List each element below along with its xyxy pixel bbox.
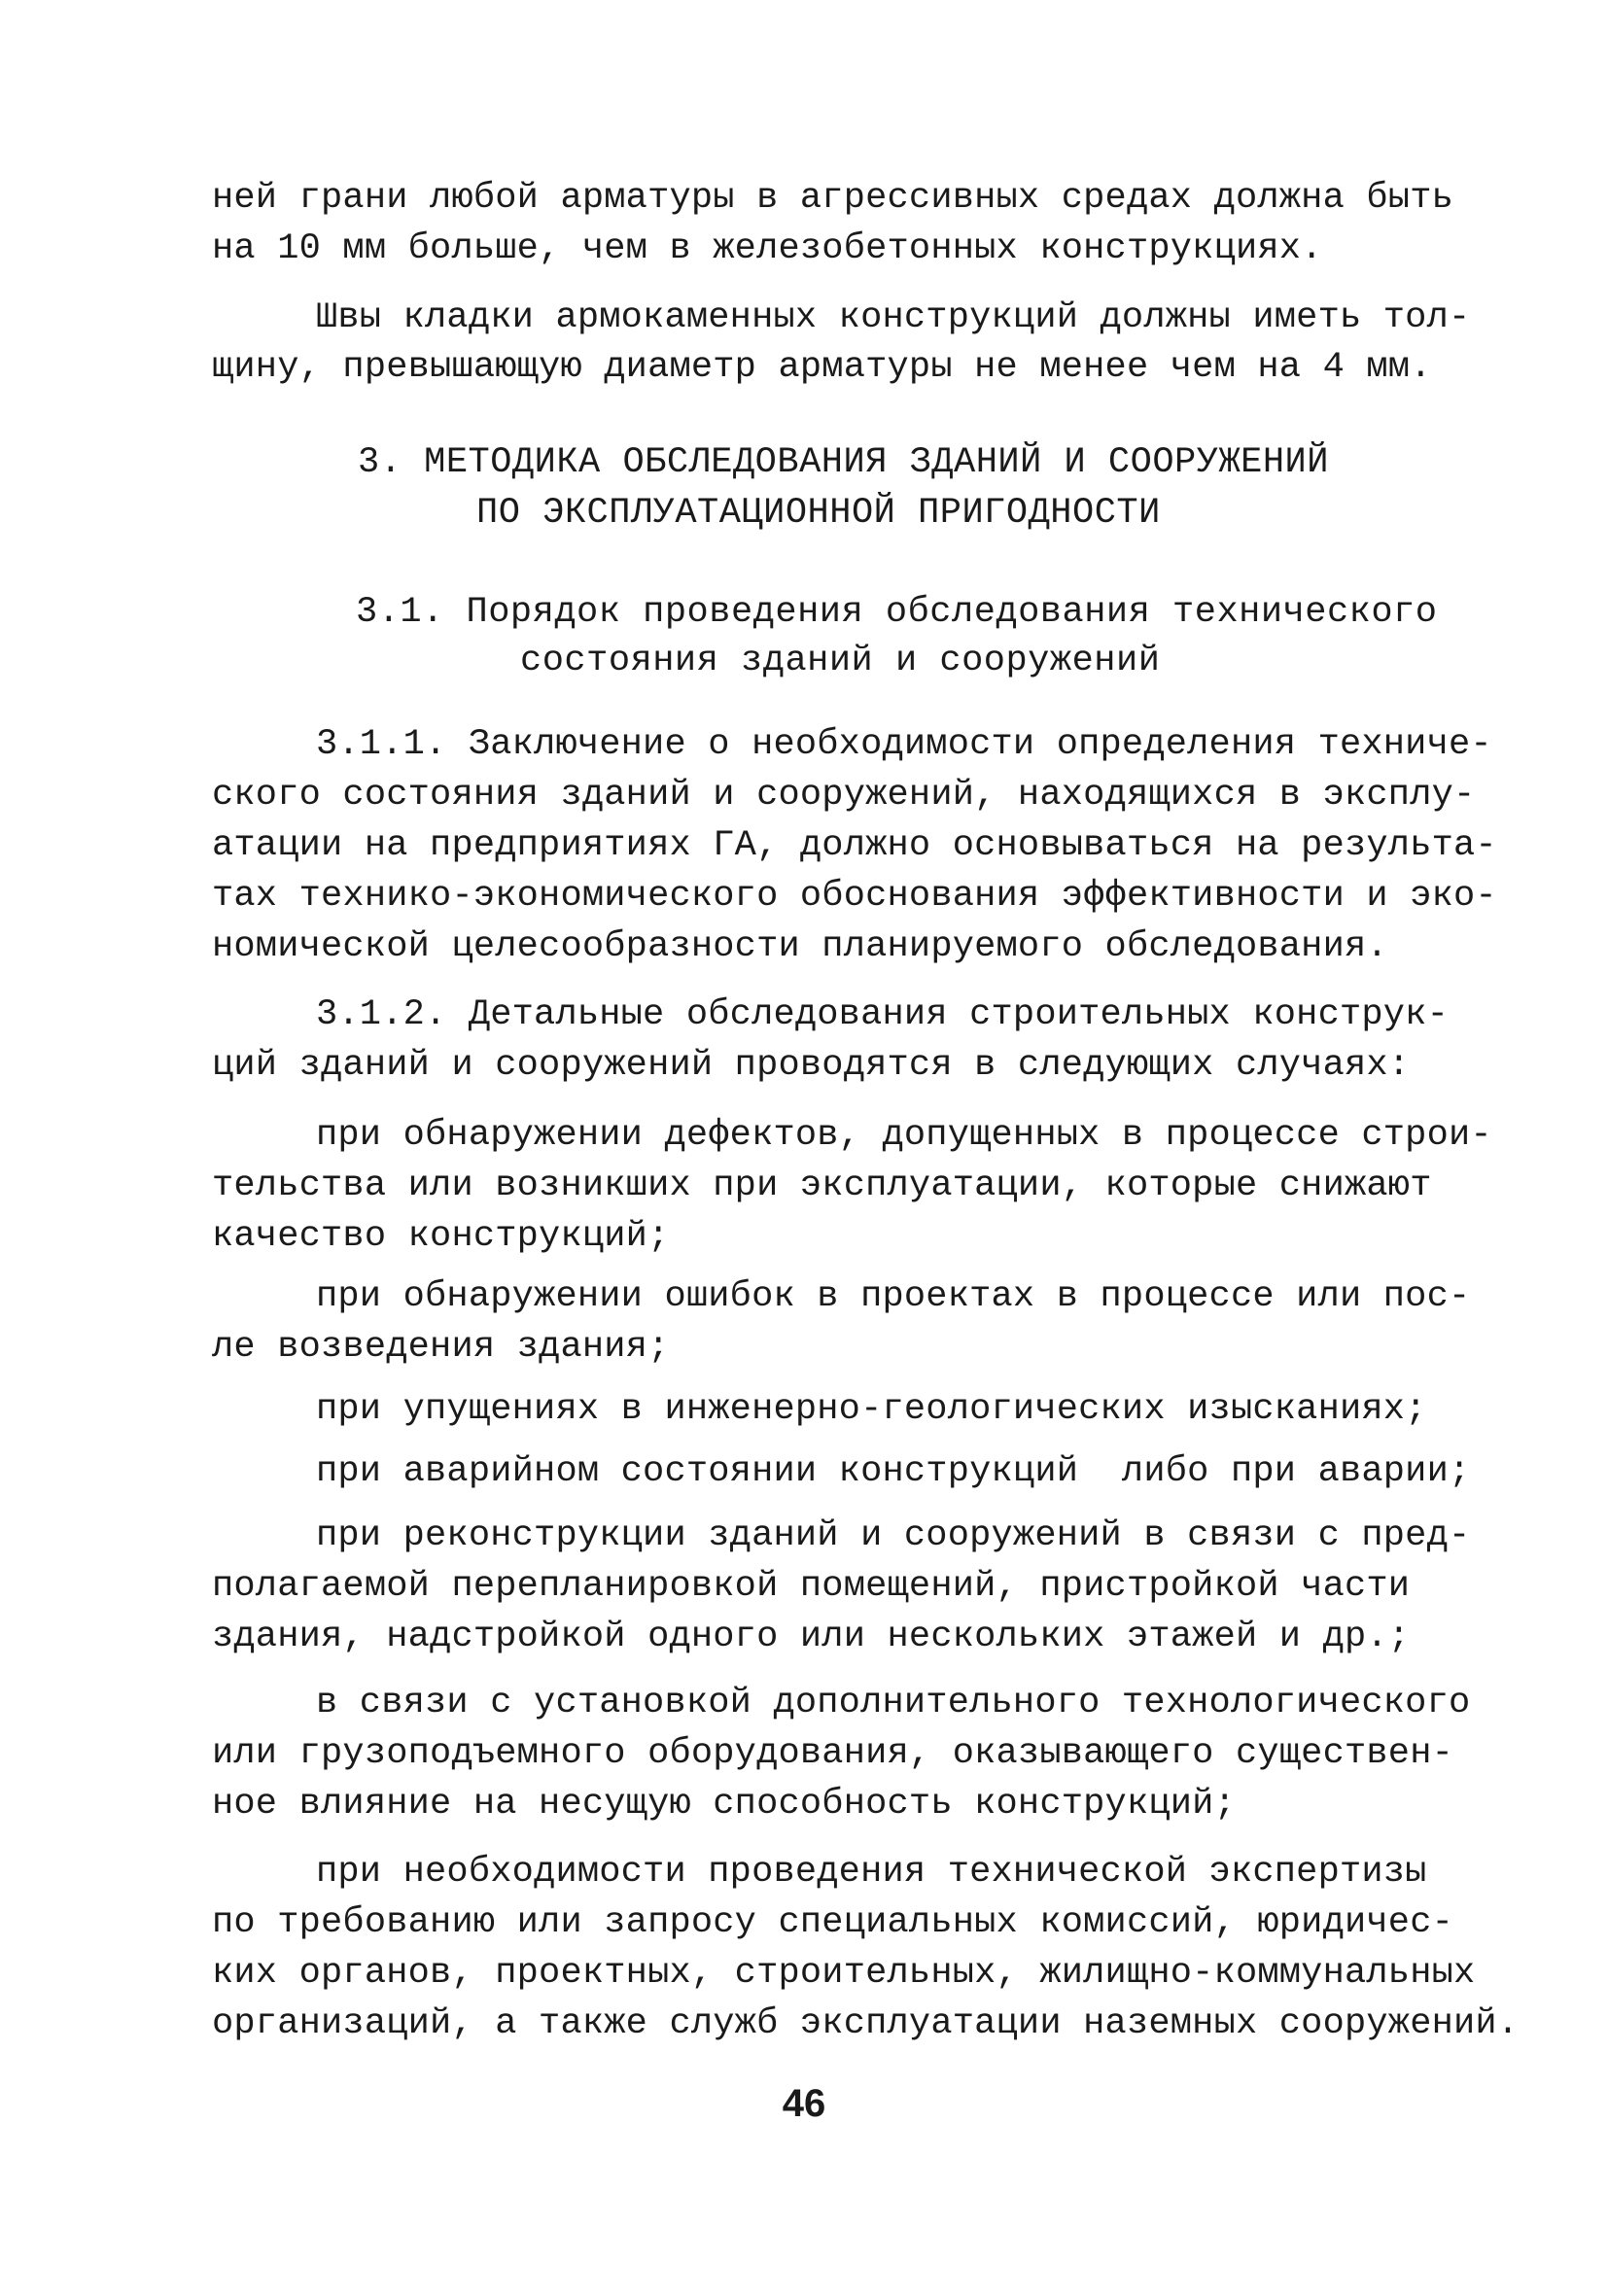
clause-line: 3.1.2. Детальные обследования строительных конструк- <box>316 994 1449 1035</box>
case-line: в связи с установкой дополнительного технологического <box>316 1683 1471 1723</box>
section-title: 3. МЕТОДИКА ОБСЛЕДОВАНИЯ ЗДАНИЙ И СООРУЖЕНИЙ <box>358 442 1329 483</box>
clause-line: ского состояния зданий и сооружений, находящихся в эксплу- <box>212 775 1476 816</box>
case-line: по требованию или запросу специальных комиссий, юридичес- <box>212 1902 1454 1943</box>
case-line: при реконструкции зданий и сооружений в связи с пред- <box>316 1515 1471 1556</box>
case-line: полагаемой перепланировкой помещений, пристройкой части <box>212 1566 1411 1607</box>
clause-line: 3.1.1. Заключение о необходимости определения техниче- <box>316 724 1492 765</box>
section-title: ПО ЭКСПЛУАТАЦИОННОЙ ПРИГОДНОСТИ <box>476 493 1161 534</box>
clause-line: номической целесообразности планируемого обследования. <box>212 926 1388 967</box>
case-line: ное влияние на несущую способность конструкций; <box>212 1784 1236 1825</box>
case-line: тельства или возникших при эксплуатации, которые снижают <box>212 1165 1432 1206</box>
case-line: при обнаружении ошибок в проектах в процессе или пос- <box>316 1276 1471 1317</box>
case-line: качество конструкций; <box>212 1216 670 1257</box>
case-line: здания, надстройкой одного или нескольких этажей и др.; <box>212 1617 1411 1657</box>
text-line: щину, превышающую диаметр арматуры не менее чем на 4 мм. <box>212 347 1432 388</box>
case-line: или грузоподъемного оборудования, оказывающего существен- <box>212 1733 1454 1774</box>
subsection-title: 3.1. Порядок проведения обследования технического <box>356 592 1438 633</box>
case-line: организаций, а также служб эксплуатации наземных сооружений. <box>212 2003 1520 2044</box>
subsection-title: состояния зданий и сооружений <box>520 641 1161 681</box>
case-line: при упущениях в инженерно-геологических изысканиях; <box>316 1389 1427 1430</box>
text-line: ней грани любой арматуры в агрессивных средах должна быть <box>212 178 1454 219</box>
clause-line: ций зданий и сооружений проводятся в следующих случаях: <box>212 1045 1411 1086</box>
case-line: ле возведения здания; <box>212 1327 670 1368</box>
clause-line: тах технико-экономического обоснования эффективности и эко- <box>212 876 1497 917</box>
case-line: при обнаружении дефектов, допущенных в процессе строи- <box>316 1115 1492 1156</box>
page-number: 46 <box>782 2082 826 2125</box>
case-line: при аварийном состоянии конструкций либо при аварии; <box>316 1451 1471 1492</box>
clause-line: атации на предприятиях ГА, должно основываться на результа- <box>212 825 1497 866</box>
text-line: Швы кладки армокаменных конструкций должны иметь тол- <box>316 297 1471 338</box>
case-line: при необходимости проведения технической экспертизы <box>316 1852 1427 1893</box>
text-line: на 10 мм больше, чем в железобетонных конструкциях. <box>212 228 1323 269</box>
case-line: ких органов, проектных, строительных, жилищно-коммунальных <box>212 1953 1476 1994</box>
